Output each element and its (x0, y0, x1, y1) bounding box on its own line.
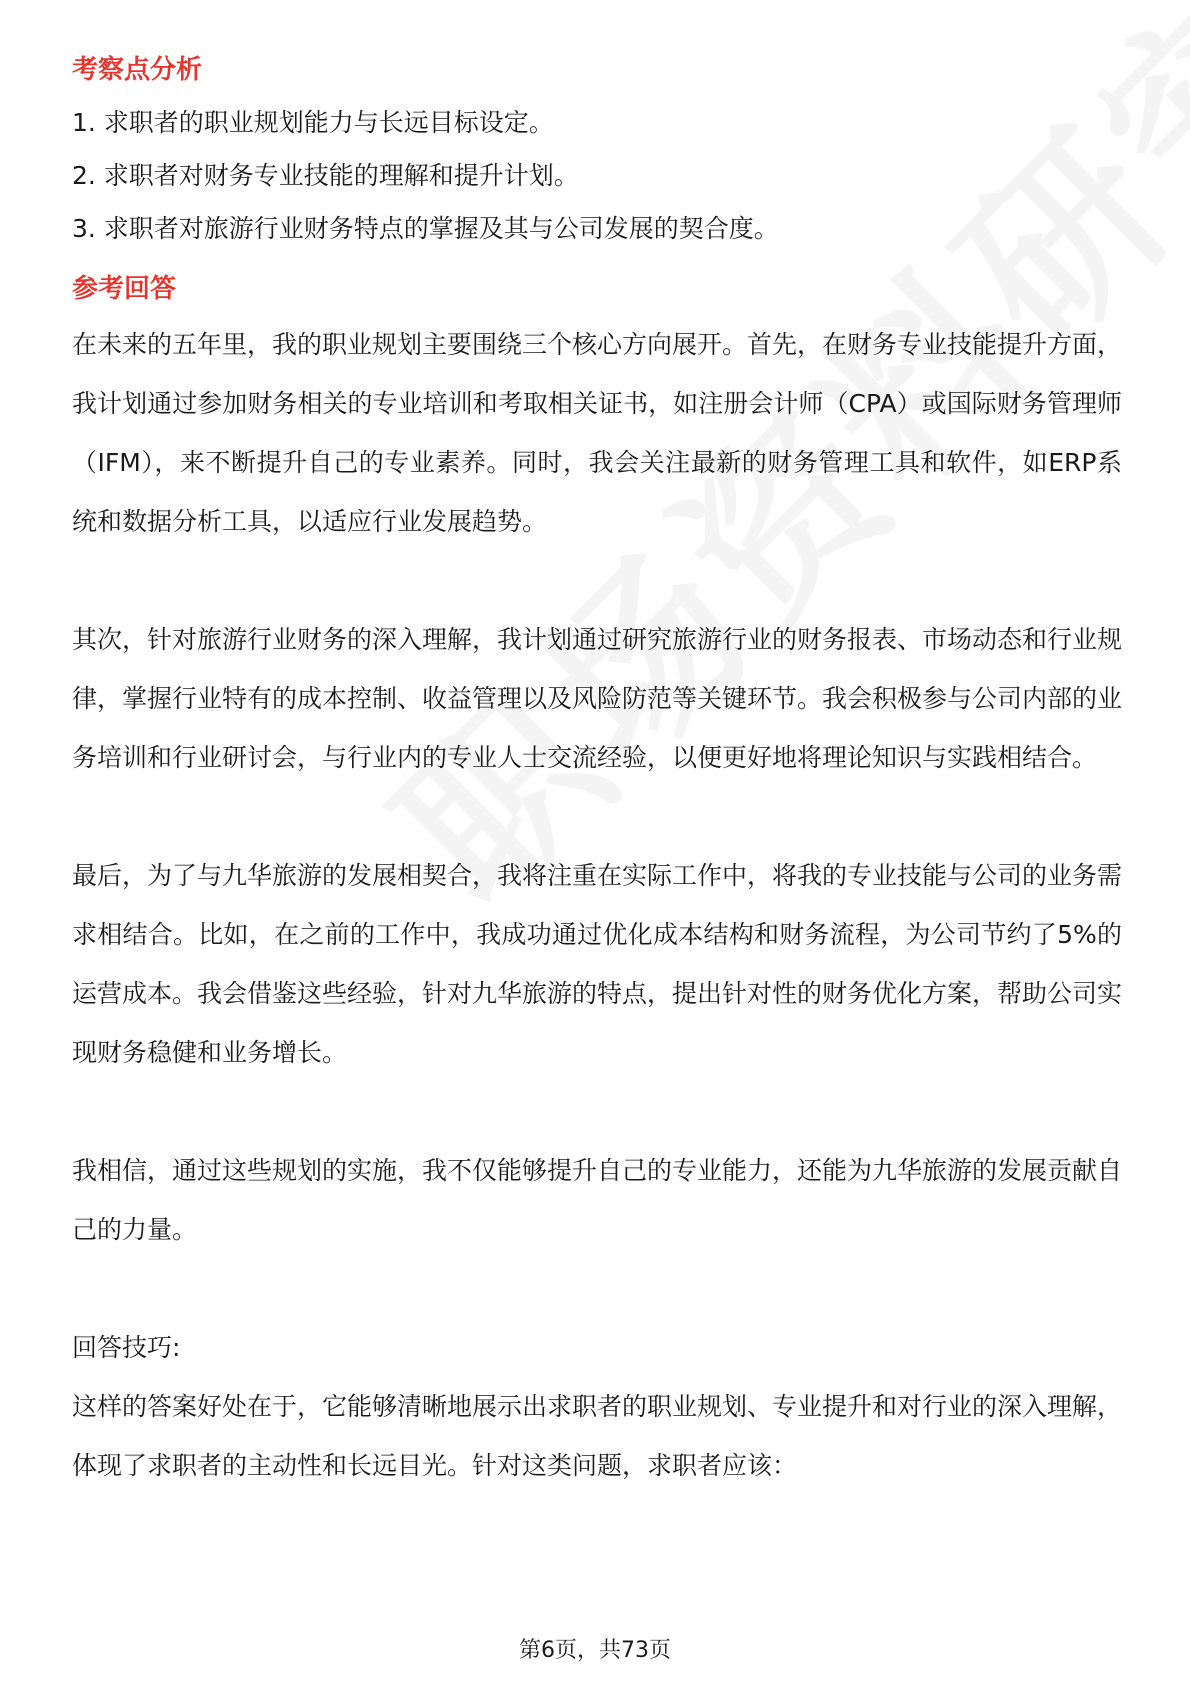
answer-tips-section (72, 1318, 1122, 1495)
answer-tips-paragraph: 这样的答案好处在于，它能够清晰地展示出求职者的职业规划、专业提升和对行业的深入理解，体现了求职者的主动性和长远目光。针对这类问题，求职者应该： (72, 1392, 1123, 1480)
answer-tips-title: 回答技巧: (72, 1333, 181, 1362)
reference-answer-title: 参考回答 (72, 274, 177, 304)
analysis-point: 2. 求职者对财务专业技能的理解和提升计划。 (72, 161, 579, 190)
page-content (72, 50, 1122, 1495)
reference-answer-section (72, 269, 1122, 1259)
answer-paragraph: 我相信，通过这些规划的实施，我不仅能够提升自己的专业能力，还能为九华旅游的发展贡献自己的力量。 (72, 1156, 1123, 1244)
analysis-point: 3. 求职者对旅游行业财务特点的掌握及其与公司发展的契合度。 (72, 214, 779, 243)
analysis-title: 考察点分析 (72, 55, 203, 85)
answer-paragraph: 其次，针对旅游行业财务的深入理解，我计划通过研究旅游行业的财务报表、市场动态和行业规律，掌握行业特有的成本控制、收益管理以及风险防范等关键环节。我会积极参与公司内部的业务培训和行业研讨会，与行业内的专业人士交流经验，以便更好地将理论知识与实践相结合。 (72, 625, 1123, 772)
analysis-point: 1. 求职者的职业规划能力与长远目标设定。 (72, 108, 554, 137)
answer-paragraph: 最后，为了与九华旅游的发展相契合，我将注重在实际工作中，将我的专业技能与公司的业务需求相结合。比如，在之前的工作中，我成功通过优化成本结构和财务流程，为公司节约了5%的运营成本。我会借鉴这些经验，针对九华旅游的特点，提出针对性的财务优化方案，帮助公司实现财务稳健和业务增长。 (72, 861, 1123, 1067)
page-number: 第6页，共73页 (519, 1638, 671, 1663)
answer-paragraph: 在未来的五年里，我的职业规划主要围绕三个核心方向展开。首先，在财务专业技能提升方面，我计划通过参加财务相关的专业培训和考取相关证书，如注册会计师（CPA）或国际财务管理师（IFM），来不断提升自己的专业素养。同时，我会关注最新的财务管理工具和软件，如ERP系统和数据分析工具，以适应行业发展趋势。 (72, 330, 1123, 536)
analysis-section (72, 50, 1122, 249)
